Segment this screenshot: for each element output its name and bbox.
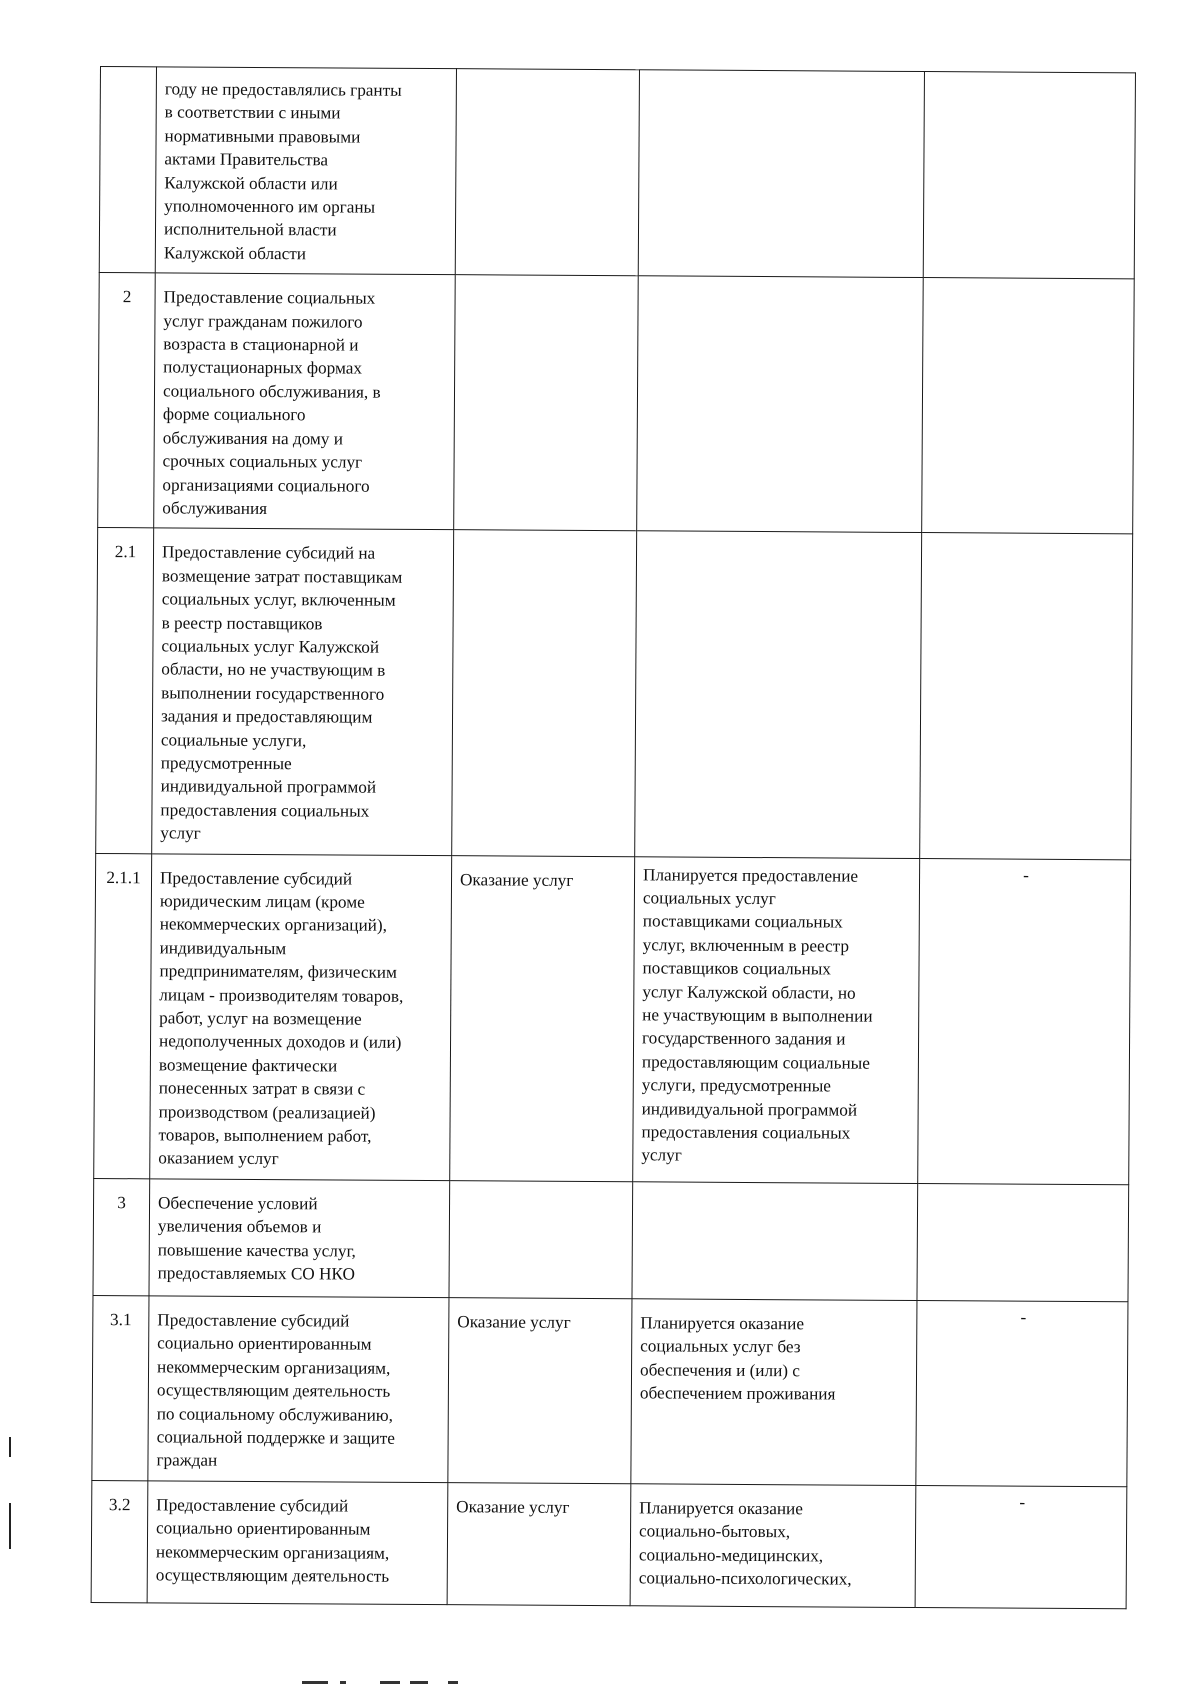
support-type: Оказание услуг xyxy=(448,1298,632,1484)
support-type xyxy=(449,1181,633,1299)
measure-description: Планируется оказание социально-бытовых, социально-медицинских, социально-психологических, xyxy=(630,1483,916,1607)
scan-artifact-line xyxy=(9,1503,11,1549)
row-number: 2.1 xyxy=(96,528,154,854)
notes-cell xyxy=(920,533,1133,860)
support-type: Оказание услуг xyxy=(450,855,635,1181)
row-number: 2 xyxy=(98,273,156,528)
measure-name: Предоставление социальных услуг гражданам пожилого возраста в стационарной и полустационарных формах социального обслуживания, в форме социального обслуживания на дому и срочных социальных услуг организациями социального обслуживания xyxy=(154,273,456,530)
measure-description: Планируется предоставление социальных услуг поставщиками социальных услуг, включенным в реестр поставщиков социальных услуг Калужской области, но не участвующим в выполнении государственного задания и предоставляющим социальные услуги, предусмотренные индивидуальной программой предоставления социальных услуг xyxy=(633,856,920,1183)
notes-cell: - xyxy=(916,1300,1128,1486)
measure-name: году не предоставлялись гранты в соответствии с иными нормативными правовыми актами Правительства Калужской области или уполномоченного им органы исполнительной власти Калужской области xyxy=(155,67,456,275)
table-row xyxy=(98,273,1135,534)
measures-table xyxy=(91,66,1136,1609)
notes-cell: - xyxy=(915,1485,1127,1608)
measure-name: Предоставление субсидий социально ориентированным некоммерческим организациям, осуществляющим деятельность xyxy=(147,1481,448,1605)
support-type xyxy=(455,69,639,276)
support-type xyxy=(452,530,637,856)
measure-description xyxy=(638,70,924,278)
notes-cell xyxy=(923,72,1135,280)
measure-description xyxy=(635,531,922,858)
scan-artifact-line xyxy=(9,1437,11,1457)
scan-artifact-mark xyxy=(448,1681,458,1684)
support-type: Оказание услуг xyxy=(447,1482,631,1605)
row-number: 2.1.1 xyxy=(94,853,152,1179)
measure-description xyxy=(632,1182,918,1301)
scan-artifact-mark xyxy=(380,1681,400,1684)
table-row xyxy=(93,1178,1129,1301)
scan-artifact-mark xyxy=(340,1681,346,1684)
notes-cell xyxy=(922,278,1135,534)
measure-name: Предоставление субсидий социально ориентированным некоммерческим организациям, осуществляющим деятельность по социальному обслуживанию, социальной поддержке и защите граждан xyxy=(148,1296,449,1483)
measure-name: Обеспечение условий увеличения объемов и повышение качества услуг, предоставляемых СО НКО xyxy=(149,1179,450,1298)
scan-artifact-mark xyxy=(302,1681,328,1684)
support-type xyxy=(454,275,639,531)
table-row xyxy=(99,67,1135,280)
notes-cell: - xyxy=(918,858,1131,1185)
table-row xyxy=(91,1480,1127,1608)
table-row xyxy=(96,528,1133,860)
measure-name: Предоставление субсидий на возмещение затрат поставщикам социальных услуг, включенным в реестр поставщиков социальных услуг Калужской области, но не участвующим в выполнении государственного задания и предоставляющим социальные услуги, предусмотренные индивидуальной программой предоставления социальных услуг xyxy=(152,528,454,855)
row-number: 3 xyxy=(93,1178,150,1295)
table-row xyxy=(92,1295,1128,1486)
notes-cell xyxy=(917,1183,1129,1301)
table-row xyxy=(94,853,1131,1185)
measure-description: Планируется оказание социальных услуг без обеспечения и (или) с обеспечением проживания xyxy=(631,1299,917,1486)
scan-artifact-mark xyxy=(410,1681,428,1684)
measure-name: Предоставление субсидий юридическим лицам (кроме некоммерческих организаций), индивидуальным предпринимателям, физическим лицам - производителям товаров, работ, услуг на возмещение недополученных доходов и (или) возмещение фактически понесенных затрат в связи с производством (реализацией) товаров, выполнением работ, оказанием услуг xyxy=(150,853,452,1180)
row-number: 3.1 xyxy=(92,1295,149,1480)
row-number xyxy=(99,67,156,274)
row-number: 3.2 xyxy=(91,1480,148,1602)
measure-description xyxy=(637,276,924,533)
